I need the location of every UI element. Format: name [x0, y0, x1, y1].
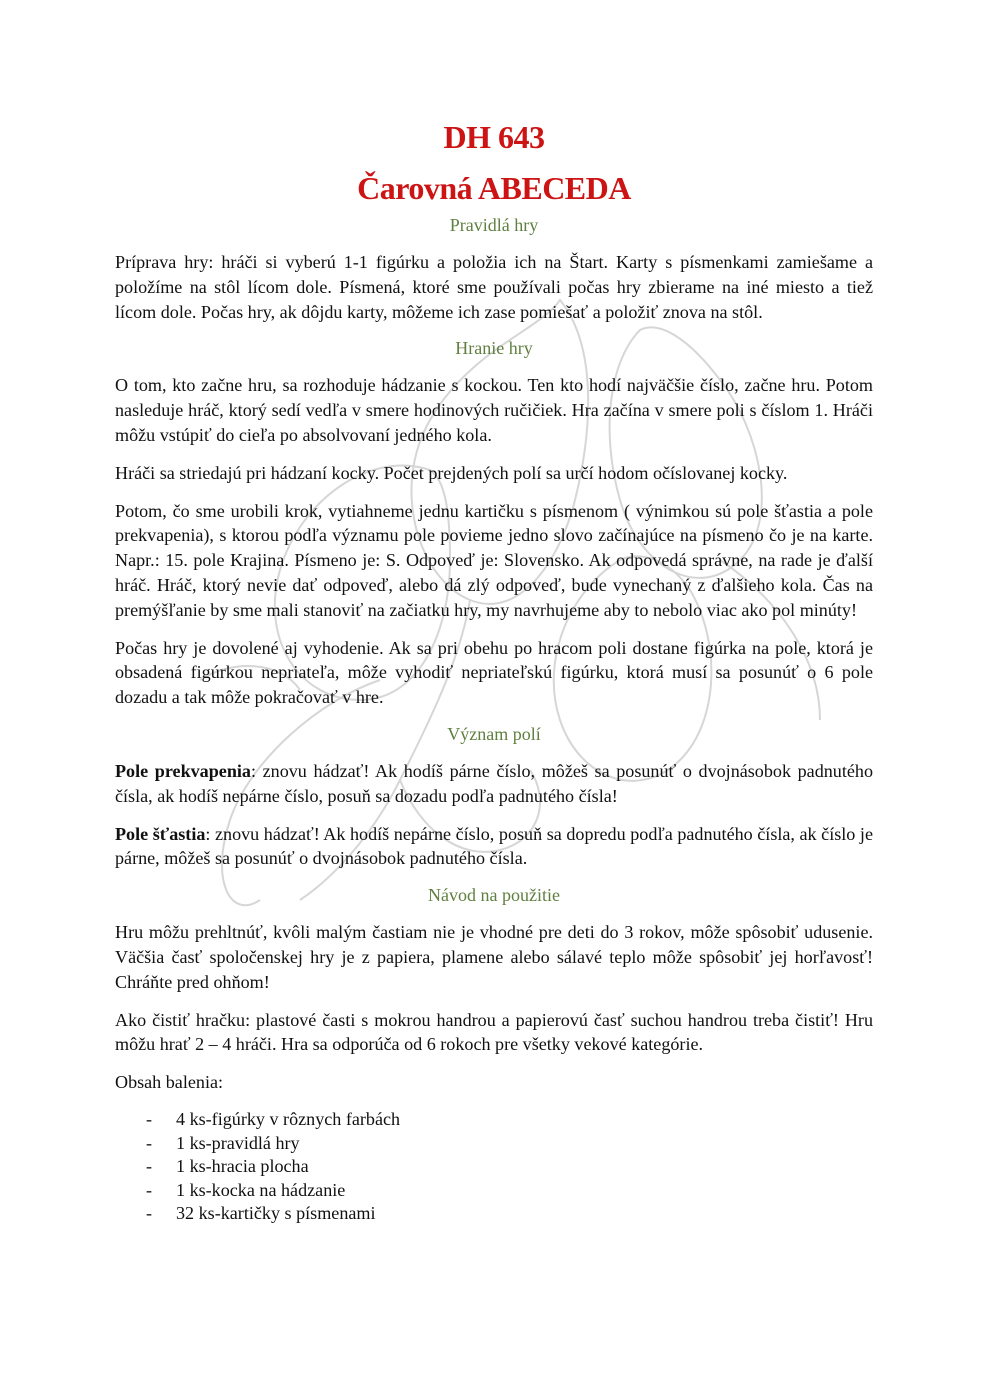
list-item [146, 1132, 873, 1156]
paragraph-cleaning: Ako čistiť hračku: plastové časti s mokrou handrou a papierovú časť suchou handrou treba čistiť! Hru môžu hrať 2 – 4 hráči. Hra sa odporúča od 6 rokoch pre všetky vekové kategórie. [115, 1009, 873, 1055]
list-bullet-dash: - [146, 1132, 153, 1153]
document-title: Čarovná ABECEDA [357, 170, 631, 206]
definition-term: Pole šťastia [115, 823, 206, 844]
section-heading: Význam polí [447, 723, 541, 744]
definition-surprise-field [115, 759, 873, 809]
definition-text: : znovu hádzať! Ak hodíš nepárne číslo, posuň sa dopredu podľa padnutého čísla, ak číslo je párne, môžeš sa posunúť o dvojnásobok padnutého čísla. [115, 823, 873, 869]
paragraph-preparation: Príprava hry: hráči si vyberú 1-1 figúrku a položia ich na Štart. Karty s písmenkami zamiešame a položíme na stôl lícom dole. Písmená, ktoré sme používali počas hry zbierame na iné miesto a tiež lícom dole. Počas hry, ak dôjdu karty, môžeme ich zase pomiešať a položiť znova na stôl. [115, 252, 873, 322]
section-vyznam-poli [115, 723, 873, 871]
list-bullet-dash: - [146, 1203, 153, 1224]
document-page [115, 118, 873, 1226]
list-bullet-dash: - [146, 1156, 153, 1177]
definition-text: : znovu hádzať! Ak hodíš párne číslo, môžeš sa posunúť o dvojnásobok padnutého čísla, ak hodíš nepárne číslo, posuň sa dozadu podľa padnutého čísla! [115, 760, 873, 806]
section-heading: Hranie hry [455, 338, 533, 359]
section-heading: Návod na použitie [428, 885, 560, 906]
paragraph-cards: Potom, čo sme urobili krok, vytiahneme jednu kartičku s písmenom ( výnimkou sú pole šťastia a pole prekvapenia), s ktorou podľa významu pole povieme jedno slovo začínajúce na písmeno čo je na karte. Napr.: 15. pole Krajina. Písmeno je: S. Odpoveď je: Slovensko. Ak odpovedá správne, na rade je ďalší hráč. Hráč, ktorý nevie dať odpoveď, alebo dá zlý odpoveď, bude vynechaný z ďalšieho kola. Čas na premýšľanie by sme mali stanoviť na začiatku hry, my navrhujeme aby to nebolo viac ako pol minúty! [115, 500, 873, 620]
list-item-text: 1 ks-hracia plocha [176, 1156, 309, 1177]
paragraph-capture: Počas hry je dovolené aj vyhodenie. Ak sa pri obehu po hracom poli dostane figúrka na pole, ktorá je obsadená figúrkou nepriateľa, môže vyhodiť nepriateľskú figúrku, ktorá musí sa posunúť o 6 pole dozadu a tak môže pokračovať v hre. [115, 637, 873, 708]
product-code: DH 643 [443, 119, 545, 155]
paragraph-turns: Hráči sa striedajú pri hádzaní kocky. Počet prejdených polí sa určí hodom očíslovanej kocky. [115, 462, 788, 483]
list-item [146, 1155, 873, 1179]
list-item [146, 1108, 873, 1132]
section-hranie-hry [115, 337, 873, 710]
list-item-text: 1 ks-kocka na hádzanie [176, 1179, 346, 1200]
package-contents-label: Obsah balenia: [115, 1072, 224, 1093]
list-item-text: 1 ks-pravidlá hry [176, 1132, 300, 1153]
paragraph-safety-warning: Hru môžu prehltnúť, kvôli malým častiam nie je vhodné pre deti do 3 rokov, môže spôsobiť udusenie. Väčšia časť spoločenskej hry je z papiera, plamene alebo sálavé teplo môže spôsobiť jej horľavosť! Chráňte pred ohňom! [115, 922, 873, 992]
paragraph-start: O tom, kto začne hru, sa rozhoduje hádzanie s kockou. Ten kto hodí najväčšie číslo, začne hru. Potom nasleduje hráč, ktorý sedí vedľa v smere hodinových ručičiek. Hra začína v smere poli s číslom 1. Hráči môžu vstúpiť do cieľa po absolvovaní jedného kola. [115, 375, 873, 445]
list-bullet-dash: - [146, 1179, 153, 1200]
list-item-text: 4 ks-figúrky v rôznych farbách [176, 1108, 401, 1129]
section-pravidla-hry [115, 214, 873, 324]
definition-luck-field [115, 822, 873, 872]
package-contents-list [115, 1108, 873, 1226]
list-bullet-dash: - [146, 1108, 153, 1129]
section-heading: Pravidlá hry [449, 215, 539, 235]
list-item [146, 1202, 873, 1226]
definition-term: Pole prekvapenia [115, 760, 251, 781]
section-navod-na-pouzitie [115, 884, 873, 1226]
list-item [146, 1179, 873, 1203]
list-item-text: 32 ks-kartičky s písmenami [176, 1203, 376, 1224]
